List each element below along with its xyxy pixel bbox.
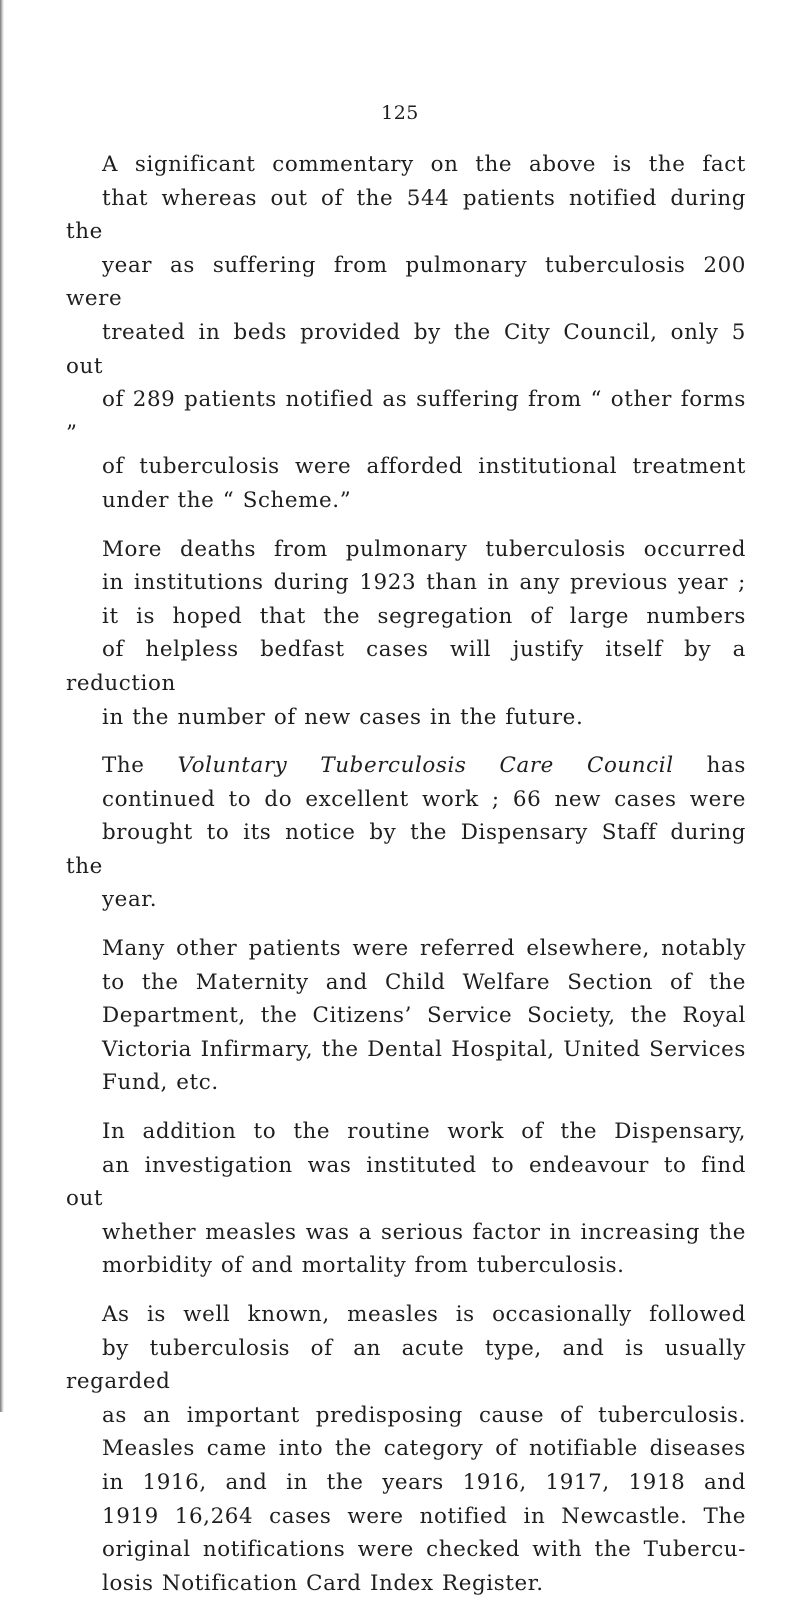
text-line: A significant commentary on the above is the fact: [102, 152, 746, 177]
text-line: Many other patients were referred elsewhere, notably: [102, 936, 746, 962]
text-line: year.: [102, 887, 158, 913]
paragraph-4: [66, 932, 746, 1100]
text-line: In addition to the routine work of the Dispensary,: [102, 1119, 746, 1145]
text-line: by tuberculosis of an acute type, and is usually regarded: [66, 1335, 746, 1395]
paragraph-2: [66, 533, 746, 735]
text-line: morbidity of and mortality from tuberculosis.: [102, 1253, 625, 1279]
paragraph-1: [66, 148, 746, 518]
paragraph-6: [66, 1298, 746, 1600]
text-line: in 1916, and in the years 1916, 1917, 1918 and: [102, 1469, 746, 1495]
text-line: losis Notification Card Index Register.: [102, 1570, 544, 1596]
text-line: that whereas out of the 544 patients notified during the: [66, 185, 746, 245]
text-line: under the “ Scheme.”: [102, 487, 352, 513]
paragraph-3: [66, 749, 746, 917]
text-line: 1919 16,264 cases were notified in Newcastle. The: [102, 1503, 746, 1529]
text-line: original notifications were checked with the Tubercu-: [102, 1537, 746, 1563]
text-line: As is well known, measles is occasionally followed: [102, 1302, 746, 1327]
text-line: Victoria Infirmary, the Dental Hospital, United Services: [102, 1036, 746, 1062]
text-line: brought to its notice by the Dispensary Staff during the: [66, 820, 746, 879]
text-line: whether measles was a serious factor in increasing the: [102, 1219, 746, 1245]
page-edge-shadow: [0, 0, 4, 1412]
text-line: More deaths from pulmonary tuberculosis occurred: [102, 536, 746, 562]
italic-title: Voluntary Tuberculosis Care Council: [177, 753, 674, 779]
text-line: in institutions during 1923 than in any previous year ;: [102, 570, 746, 596]
text-line: of 289 patients notified as suffering from “ other forms ”: [66, 387, 746, 446]
text-line: Measles came into the category of notifiable diseases: [102, 1436, 746, 1462]
text-line: it is hoped that the segregation of large numbers: [102, 603, 746, 629]
page-number: 125: [381, 102, 419, 124]
text-line: to the Maternity and Child Welfare Section of the: [102, 969, 746, 995]
text-line: year as suffering from pulmonary tuberculosis 200 were: [66, 252, 746, 312]
text-line: treated in beds provided by the City Council, only 5 out: [66, 319, 746, 379]
text-line: an investigation was instituted to endeavour to find out: [66, 1152, 746, 1212]
text-line: of tuberculosis were afforded institutional treatment: [102, 454, 746, 480]
text-line: continued to do excellent work ; 66 new cases were: [102, 786, 746, 812]
paragraph-5: [66, 1115, 746, 1283]
text-line: as an important predisposing cause of tuberculosis.: [102, 1402, 746, 1428]
body-text: [66, 148, 746, 1615]
text-line: of helpless bedfast cases will justify itself by a reduction: [66, 637, 746, 696]
text-line-with-italic: The Voluntary Tuberculosis Care Council has: [102, 753, 746, 779]
text-line: Fund, etc.: [102, 1070, 219, 1096]
text-line: Department, the Citizens’ Service Society, the Royal: [102, 1003, 746, 1029]
text-line: in the number of new cases in the future.: [102, 704, 584, 730]
